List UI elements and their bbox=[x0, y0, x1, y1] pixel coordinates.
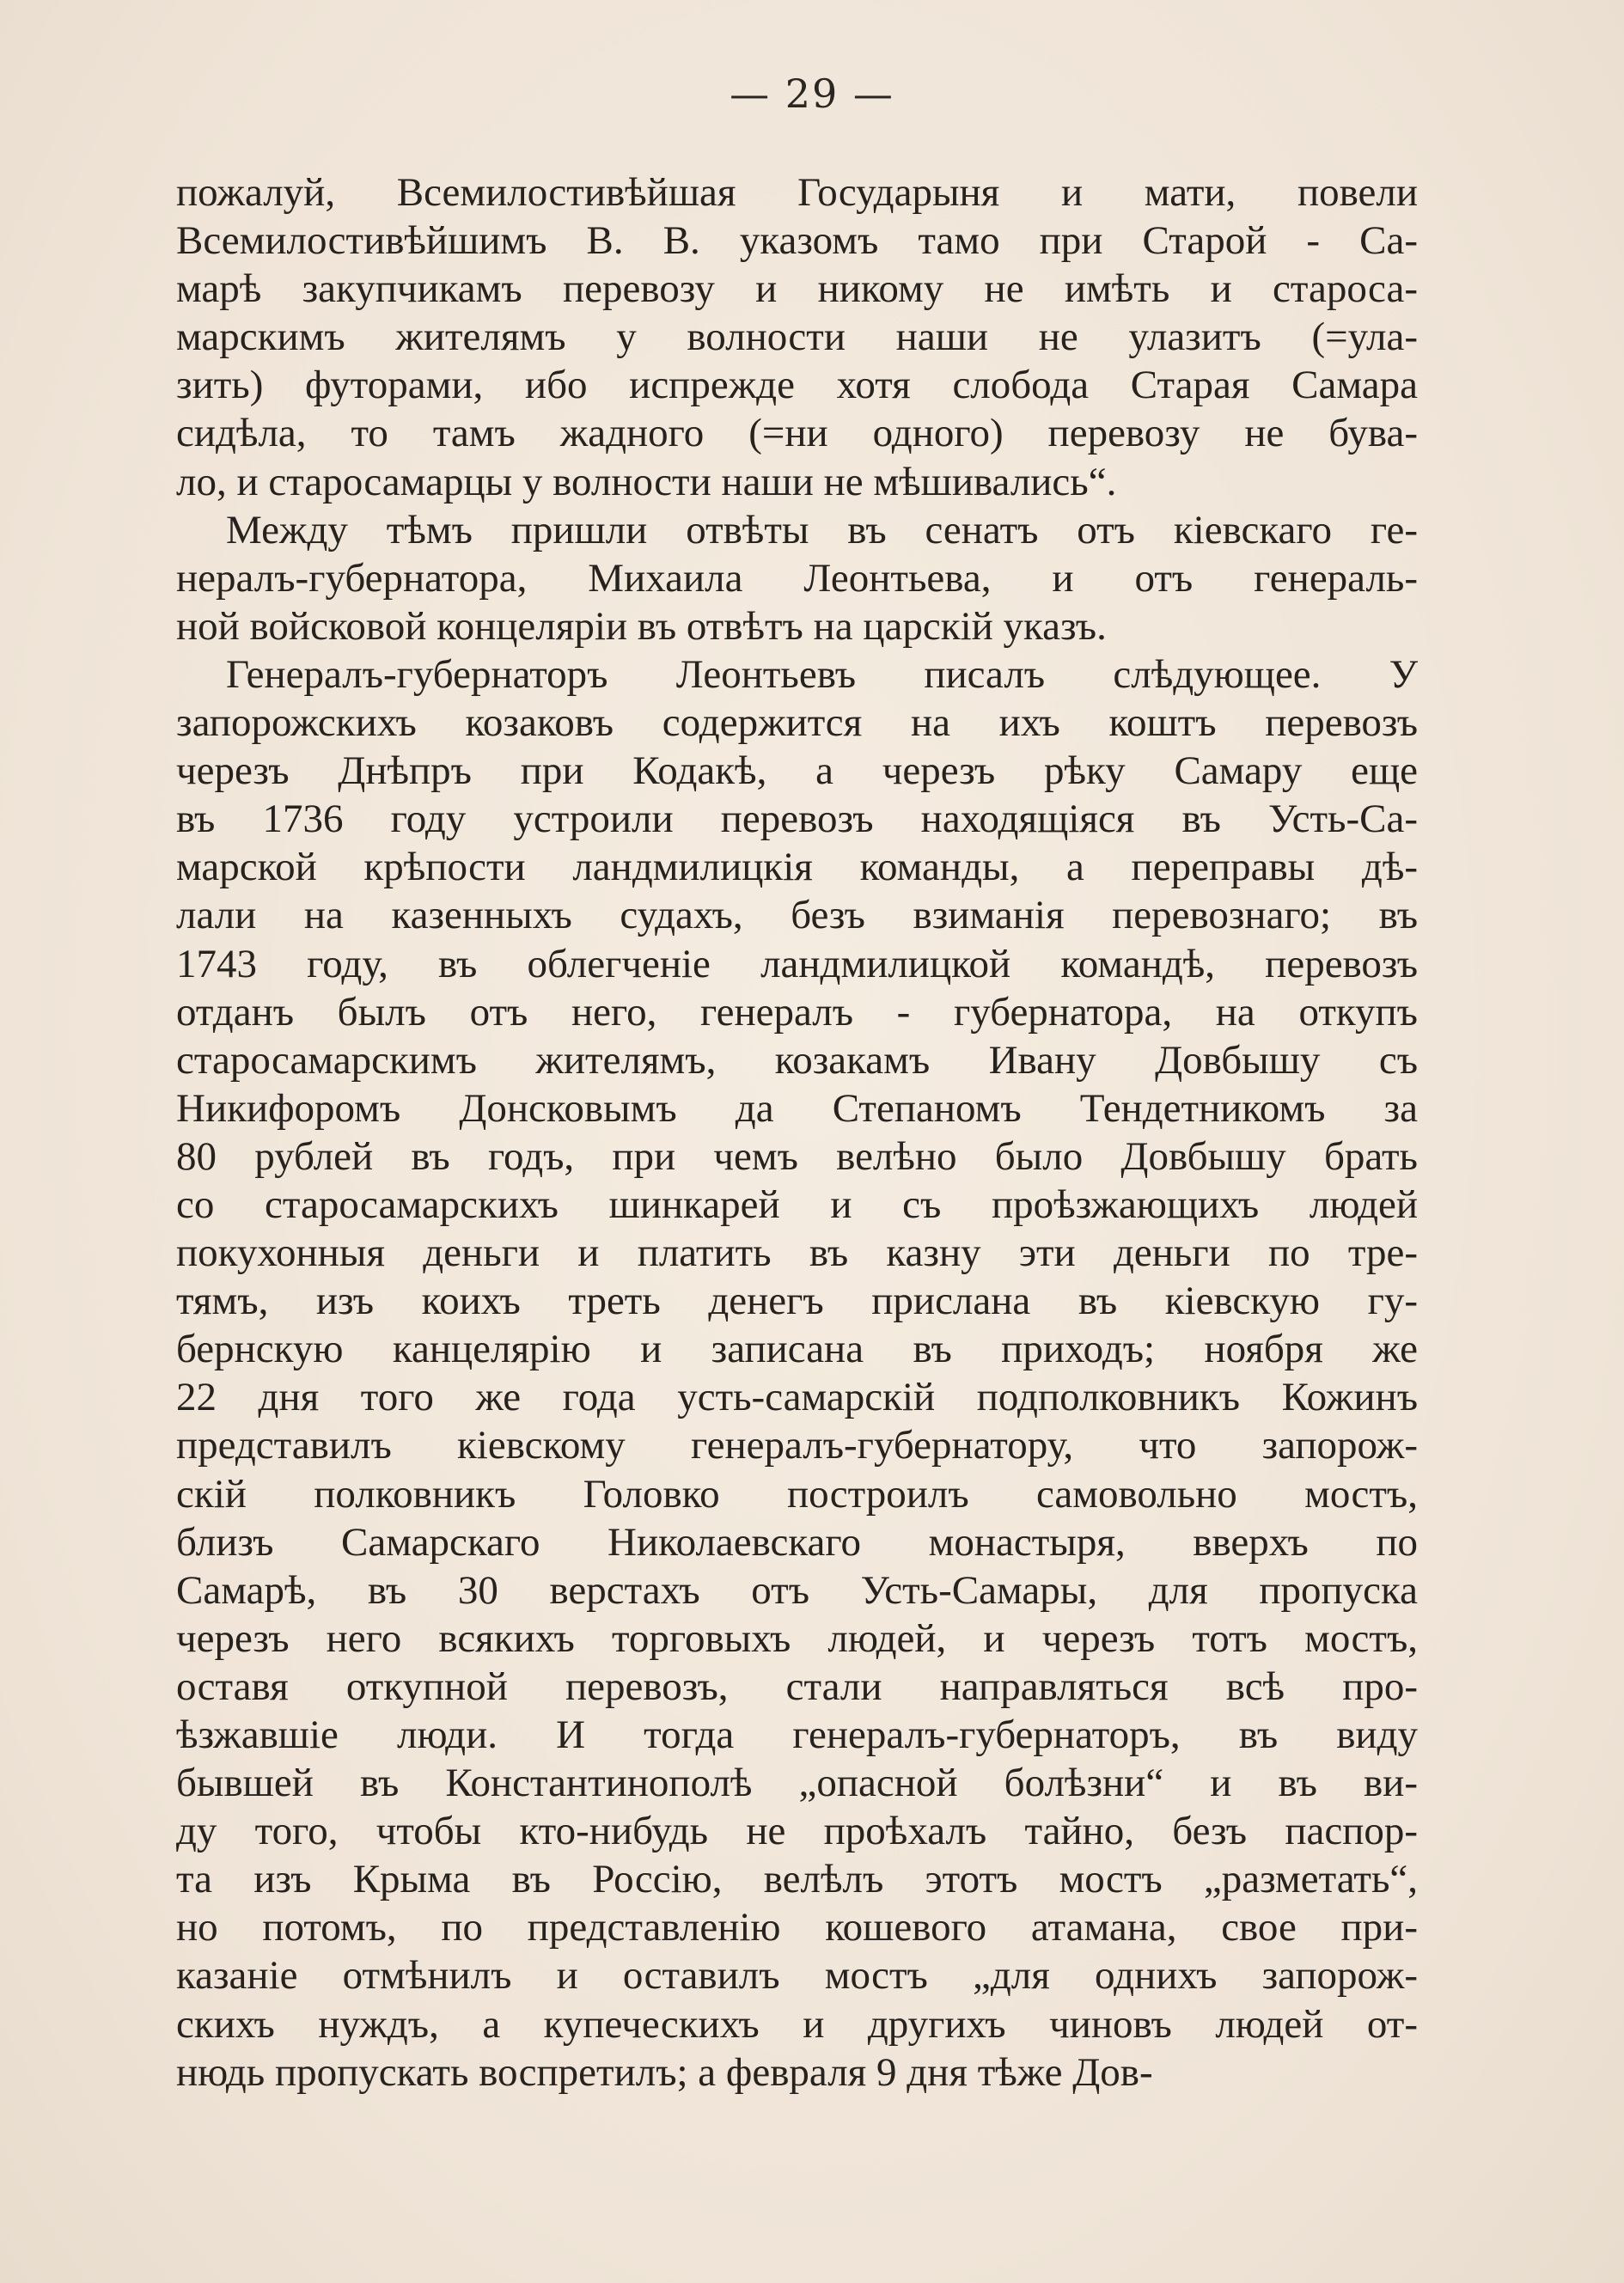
text-line: Между тѣмъ пришли отвѣты въ сенатъ отъ кіевскаго ге- bbox=[226, 507, 1418, 552]
page-number: — 29 — bbox=[730, 70, 894, 117]
text-line: нералъ-губернатора, Михаила Леонтьева, и отъ генераль- bbox=[176, 555, 1418, 601]
text-line: 22 дня того же года усть-самарскій подполковникъ Кожинъ bbox=[176, 1375, 1418, 1420]
text-line: скій полковникъ Головко построилъ самовольно мостъ, bbox=[176, 1471, 1418, 1517]
text-line: та изъ Крыма въ Россію, велѣлъ этотъ мостъ „разметать“, bbox=[176, 1857, 1418, 1902]
text-line: марской крѣпости ландмилицкія команды, а переправы дѣ- bbox=[176, 845, 1418, 890]
text-line: 80 рублей въ годъ, при чемъ велѣно было Довбышу брать bbox=[176, 1133, 1418, 1179]
text-line: марѣ закупчикамъ перевозу и никому не имѣть и староса- bbox=[176, 266, 1418, 312]
text-line: со старосамарскихъ шинкарей и съ проѣзжающихъ людей bbox=[176, 1181, 1418, 1227]
text-line: марскимъ жителямъ у волности наши не улазитъ (=ула- bbox=[176, 314, 1418, 360]
text-line: пожалуй, Всемилостивѣйшая Государыня и мати, повели bbox=[176, 170, 1418, 215]
text-line: оставя откупной перевозъ, стали направляться всѣ про- bbox=[176, 1663, 1418, 1709]
text-line: бернскую канцелярію и записана въ приходъ; ноября же bbox=[176, 1327, 1418, 1372]
text-line: нюдь пропускать воспретилъ; а февраля 9 дня тѣже Дов- bbox=[176, 2049, 1153, 2095]
text-line: черезъ Днѣпръ при Кодакѣ, а черезъ рѣку Самару еще bbox=[176, 748, 1418, 794]
text-line: Никифоромъ Донсковымъ да Степаномъ Тендетникомъ за bbox=[176, 1085, 1418, 1131]
text-line: въ 1736 году устроили перевозъ находящіяся въ Усть-Са- bbox=[176, 797, 1418, 842]
text-line: запорожскихъ козаковъ содержится на ихъ коштъ перевозъ bbox=[176, 700, 1418, 746]
text-line: 1743 году, въ облегченіе ландмилицкой командѣ, перевозъ bbox=[176, 941, 1418, 986]
text-line: тямъ, изъ коихъ треть денегъ прислана въ кіевскую гу- bbox=[176, 1279, 1418, 1324]
text-line: представилъ кіевскому генералъ-губернатору, что запорож- bbox=[176, 1423, 1418, 1468]
text-line: близъ Самарскаго Николаевскаго монастыря, вверхъ по bbox=[176, 1519, 1418, 1565]
text-line: ду того, чтобы кто-нибудь не проѣхалъ тайно, безъ паспор- bbox=[176, 1809, 1418, 1854]
text-line: казаніе отмѣнилъ и оставилъ мостъ „для однихъ запорож- bbox=[176, 1953, 1418, 1999]
text-line: ѣзжавшіе люди. И тогда генералъ-губернаторъ, въ виду bbox=[176, 1712, 1418, 1757]
text-line: Всемилостивѣйшимъ В. В. указомъ тамо при Старой - Са- bbox=[176, 218, 1418, 264]
text-line: отданъ былъ отъ него, генералъ - губернатора, на откупъ bbox=[176, 989, 1418, 1035]
body-text bbox=[176, 168, 1418, 2097]
text-line: черезъ него всякихъ торговыхъ людей, и черезъ тотъ мостъ, bbox=[176, 1615, 1418, 1661]
text-line: но потомъ, по представленію кошевого атамана, свое при- bbox=[176, 1905, 1418, 1950]
text-line: Самарѣ, въ 30 верстахъ отъ Усть-Самары, для пропуска bbox=[176, 1567, 1418, 1613]
text-line: ло, и старосамарцы у волности наши не мѣшивались“. bbox=[176, 459, 1117, 504]
text-line: бывшей въ Константинополѣ „опасной болѣзни“ и въ ви- bbox=[176, 1761, 1418, 1806]
text-line: старосамарскимъ жителямъ, козакамъ Ивану Довбышу съ bbox=[176, 1037, 1418, 1083]
text-line: покухонныя деньги и платить въ казну эти деньги по тре- bbox=[176, 1230, 1418, 1276]
text-line: ной войсковой концеляріи въ отвѣтъ на царскій указъ. bbox=[176, 603, 1107, 649]
text-line: лали на казенныхъ судахъ, безъ взиманія перевознаго; въ bbox=[176, 893, 1418, 938]
text-line: сидѣла, то тамъ жадного (=ни одного) перевозу не бува- bbox=[176, 411, 1418, 456]
text-line: зить) футорами, ибо испрежде хотя слобода Старая Самара bbox=[176, 363, 1418, 408]
text-line: скихъ нуждъ, а купеческихъ и другихъ чиновъ людей от- bbox=[176, 2001, 1418, 2047]
text-line: Генералъ-губернаторъ Леонтьевъ писалъ слѣдующее. У bbox=[226, 651, 1418, 697]
